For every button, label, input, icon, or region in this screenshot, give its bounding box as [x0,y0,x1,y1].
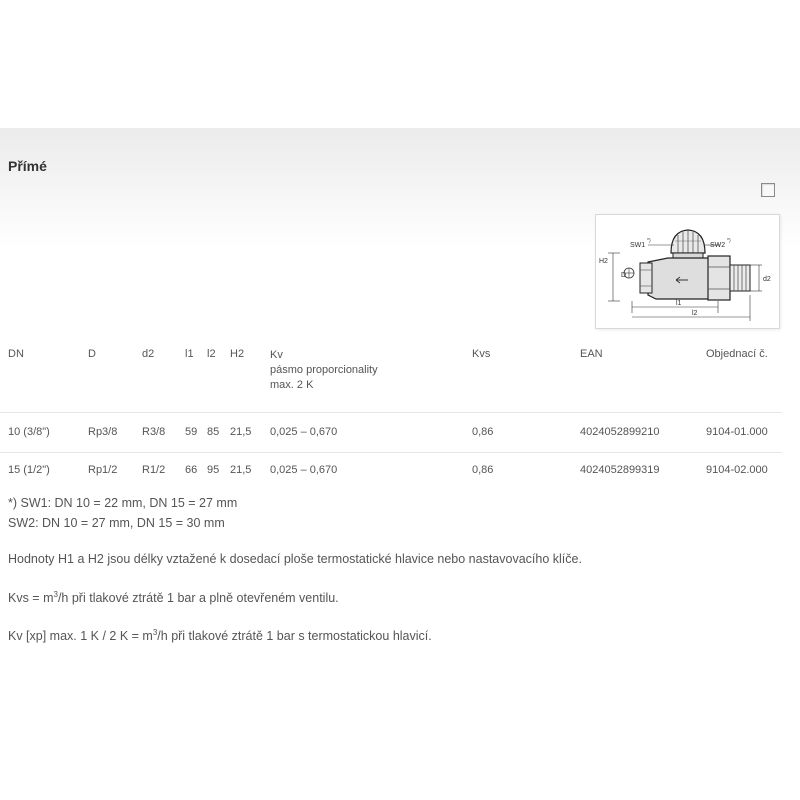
col-header-order: Objednací č. [706,348,768,360]
cell-order: 9104-01.000 [706,426,768,438]
note-kvs-sup: 3 [53,589,58,599]
cell-d2: R3/8 [142,426,166,438]
note-h1-h2: Hodnoty H1 a H2 jsou délky vztažené k dosedací ploše termostatické hlavice nebo nastavovacího klíče. [8,552,582,566]
col-header-ean: EAN [580,348,603,360]
cell-h2: 21,5 [230,464,252,476]
svg-text:l1: l1 [676,300,682,307]
svg-text:D: D [621,272,627,279]
valve-head-icon [671,230,705,259]
svg-text:SW1: SW1 [630,242,646,249]
note-kvs [8,591,339,605]
col-header-l2: l2 [207,348,216,360]
cell-order: 9104-02.000 [706,464,768,476]
svg-text:d2: d2 [763,276,771,283]
cell-l1: 66 [185,464,198,476]
table-divider [0,452,782,453]
note-kvs-suffix: /h při tlakové ztrátě 1 bar a plně otevřeném ventilu. [57,591,339,605]
col-header-l1: l1 [185,348,194,360]
col-header-kv [270,348,378,393]
note-kvs-prefix: Kvs = m [8,591,54,605]
cell-kvs: 0,86 [472,426,494,438]
cell-ean: 4024052899319 [580,464,660,476]
col-header-dn: DN [8,348,24,360]
valve-drawing [595,214,780,329]
cell-d: Rp3/8 [88,426,118,438]
table-divider [0,412,782,413]
cell-h2: 21,5 [230,426,252,438]
col-header-d2: d2 [142,348,155,360]
cell-dn: 15 (1/2") [8,464,50,476]
note-kv-prefix: Kv [xp] max. 1 K / 2 K = m [8,629,153,643]
col-header-h2: H2 [230,348,245,360]
col-header-kvs: Kvs [472,348,491,360]
cell-d2: R1/2 [142,464,166,476]
col-header-kv-line3: max. 2 K [270,379,314,391]
cell-d: Rp1/2 [88,464,118,476]
svg-text:H2: H2 [599,258,608,265]
cell-kvs: 0,86 [472,464,494,476]
valve-body-icon [624,256,750,300]
cell-kv: 0,025 – 0,670 [270,426,338,438]
note-sw2: SW2: DN 10 = 27 mm, DN 15 = 30 mm [8,516,225,530]
section-title: Přímé [8,158,47,174]
note-kv-suffix: /h při tlakové ztrátě 1 bar s termostatickou hlavicí. [157,629,432,643]
svg-text:l2: l2 [692,310,698,317]
note-sw1: *) SW1: DN 10 = 22 mm, DN 15 = 27 mm [8,496,238,510]
svg-text:*): *) [647,238,651,244]
cell-l2: 95 [207,464,220,476]
note-kv [8,629,432,643]
svg-text:SW2: SW2 [710,242,726,249]
col-header-kv-line1: Kv [270,349,283,361]
cell-kv: 0,025 – 0,670 [270,464,338,476]
select-checkbox[interactable] [761,183,775,197]
col-header-d: D [88,348,96,360]
svg-text:*): *) [727,238,731,244]
note-kv-sup: 3 [152,627,158,637]
col-header-kv-line2: pásmo proporcionality [270,364,378,376]
cell-dn: 10 (3/8") [8,426,50,438]
cell-ean: 4024052899210 [580,426,660,438]
cell-l2: 85 [207,426,220,438]
cell-l1: 59 [185,426,198,438]
